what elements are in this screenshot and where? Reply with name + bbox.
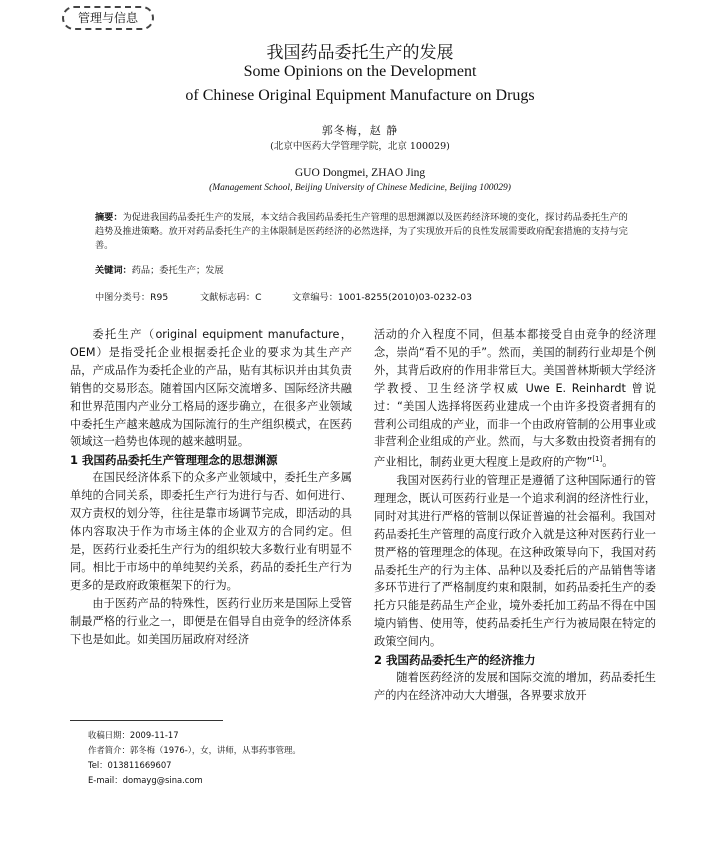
paragraph: 随着医药经济的发展和国际交流的增加，药品委托生产的内在经济冲动大大增强，各界要求放开: [374, 671, 656, 702]
footnote-rule: [70, 720, 223, 721]
section-heading-2: 2 我国药品委托生产的经济推力: [374, 653, 536, 668]
abstract-label: 摘要：: [95, 212, 123, 223]
title-chinese: 我国药品委托生产的发展: [266, 43, 454, 63]
footnote-author-bio: 作者简介：郭冬梅（1976-），女，讲师，从事药事管理。: [88, 745, 301, 755]
affiliation-chinese: (北京中医药大学管理学院，北京 100029): [270, 141, 450, 152]
section-badge: 管理与信息: [62, 6, 154, 30]
authors-english: GUO Dongmei, ZHAO Jing: [294, 167, 426, 179]
authors-chinese: 郭冬梅，赵 静: [321, 124, 399, 137]
paragraph: [374, 326, 656, 472]
paragraph: 在国民经济体系下的众多产业领域中，委托生产多属单纯的合同关系，即委托生产行为进行与否、如何进行、双方责权的划分等，往往是靠市场调节完成，即活动的具体内容取决于作为市场主体的企业双方的合同约定。但是，医药行业委托生产行为的组织较大多数行业有明显不同。相比于市场中的单纯契约关系，药品的委托生产行为更多的是政府政策框架下的行为。: [70, 471, 352, 592]
section-heading-1: 1 我国药品委托生产管理理念的思想渊源: [70, 453, 278, 468]
paragraph: 由于医药产品的特殊性，医药行业历来是国际上受管制最严格的行业之一，即便是在倡导自由竞争的经济体系下也是如此。如美国历届政府对经济: [70, 596, 352, 646]
document-code: 文献标志码：C: [200, 292, 262, 303]
abstract-text: 为促进我国药品委托生产的发展，本文结合我国药品委托生产管理的思想渊源以及医药经济环境的变化，探讨药品委托生产的趋势及推进策略。放开对药品委托生产的主体限制是医药经济的必然选择，为了实现放开后的良性发展需要政府配套措施的支持与完善。: [95, 212, 628, 251]
paragraph: 我国对医药行业的管理正是遵循了这种国际通行的管理理念，既认可医药行业是一个追求利润的经济性行业，同时对其进行严格的管制以保证普遍的社会福利。我国对药品委托生产管理的高度行政介入就是这种对医药行业一贯严格的管理理念的体现。在这种政策导向下，我国对药品委托生产的行为主体、品种以及委托后的产品销售等诸多环节进行了严格制度约束和限制，如药品委托生产的委托方只能是药品生产企业，境外委托加工药品不得在中国境内销售、使用等，使药品委托生产行为被局限在特定的政策空间内。: [374, 473, 656, 649]
article-number: 文章编号：1001-8255(2010)03-0232-03: [292, 292, 472, 303]
title-english-line2: of Chinese Original Equipment Manufacture on Drugs: [185, 87, 535, 104]
paragraph-end: 。: [602, 456, 614, 470]
right-column: [374, 326, 656, 705]
abstract: [95, 211, 635, 253]
footnote-email: E-mail：domayg@sina.com: [88, 775, 203, 785]
affiliation-english: (Management School, Beijing University of Chinese Medicine, Beijing 100029): [209, 183, 511, 193]
paragraph: 委托生产（original equipment manufacture，OEM）是指受托企业根据委托企业的要求为其生产产品，产成品作为委托企业的产品，贴有其标识并由其负责销售的交易形态。随着国内区际交流增多、国际经济共融和世界范围内产业分工格局的逐步确立，在很多产业领域中委托生产越来越成为国际流行的生产组织模式，在医药领域这一趋势也体现的越来越明显。: [70, 328, 352, 449]
left-column: [70, 326, 352, 648]
keywords-text: 药品；委托生产；发展: [131, 265, 224, 276]
keywords-label: 关键词：: [95, 265, 132, 276]
paragraph-text: 活动的介入程度不同，但基本都接受自由竞争的经济理念，崇尚“看不见的手”。然而，美国的制药行业却是个例外，其背后政府的作用非常巨大。美国普林斯顿大学经济学教授、卫生经济学权威 Uwe E. Reinhardt 曾说过：“美国人选择将医药业建成一个由许多投资者拥有的营利公司组成的产业，而非一个由政府管制的公用事业或非营利企业组成的产业。然而，与大多数由投资者拥有的产业相比，制药业更大程度上是政府的产物”: [374, 328, 656, 470]
keywords: [95, 262, 224, 276]
footnote-received: 收稿日期：2009-11-17: [88, 730, 179, 740]
title-english-line1: Some Opinions on the Development: [243, 63, 477, 80]
citation: [1]: [592, 455, 603, 464]
classification-number: 中图分类号：R95: [95, 292, 169, 303]
footnote-tel: Tel：013811669607: [88, 760, 172, 770]
